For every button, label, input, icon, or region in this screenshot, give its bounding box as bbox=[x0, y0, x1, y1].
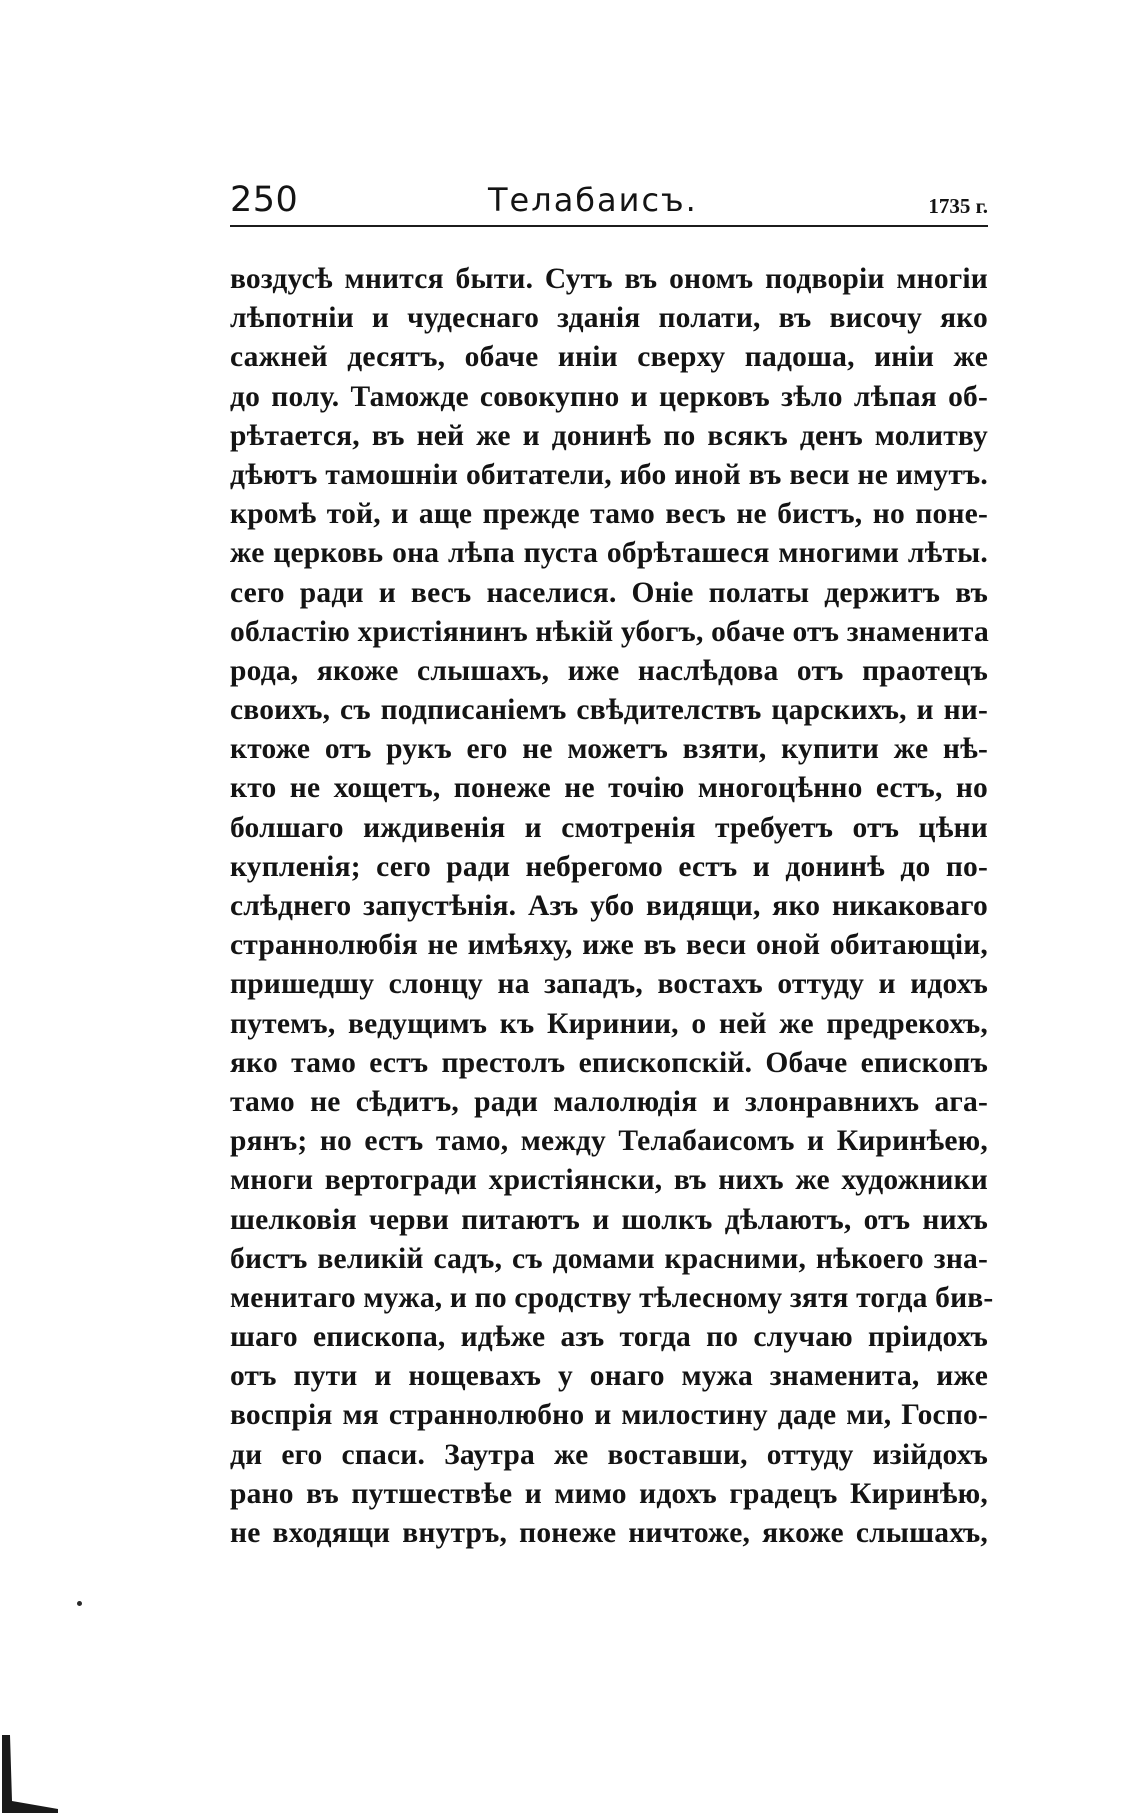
body-text bbox=[230, 260, 994, 1553]
text-line: бистъ великій садъ, съ домами красними, нѣкоего зна- bbox=[230, 1242, 988, 1275]
text-line: путемъ, ведущимъ къ Киринии, о ней же предрекохъ, bbox=[230, 1007, 988, 1040]
text-line: страннолюбія не имѣяху, иже въ веси оной обитающіи, bbox=[230, 929, 988, 962]
text-line: тамо не сѣдитъ, ради малолюдія и злонравнихъ ага- bbox=[230, 1085, 988, 1118]
text-line: рянъ; но естъ тамо, между Телабаисомъ и Киринѣею, bbox=[230, 1125, 988, 1158]
header-rule bbox=[230, 225, 988, 227]
text-line: яко тамо естъ престолъ епископскій. Обаче епископъ bbox=[230, 1046, 988, 1079]
page-number: 250 bbox=[230, 180, 299, 220]
text-line: кромѣ той, и аще прежде тамо весъ не бистъ, но поне- bbox=[230, 498, 988, 531]
text-line: отъ пути и нощевахъ у онаго мужа знаменита, иже bbox=[230, 1360, 988, 1393]
text-line: рода, якоже слышахъ, иже наслѣдова отъ праотецъ bbox=[230, 654, 988, 687]
text-line: дѣютъ тамошніи обитатели, ибо иной въ веси не имутъ. bbox=[230, 458, 988, 491]
text-line: воздусѣ мнится быти. Сутъ въ ономъ подворіи многіи bbox=[230, 263, 988, 295]
text-line: областію христіянинъ нѣкій убогъ, обаче отъ знаменита bbox=[230, 615, 989, 648]
year-label: 1735 г. bbox=[928, 194, 988, 218]
text-line: шелковія черви питаютъ и шолкъ дѣлаютъ, отъ нихъ bbox=[230, 1203, 988, 1236]
text-line: менитаго мужа, и по сродству тѣлесному зятя тогда бив- bbox=[230, 1281, 994, 1314]
text-line: многи вертогради христіянски, въ нихъ же художники bbox=[230, 1164, 988, 1197]
text-line: шаго епископа, идѣже азъ тогда по случаю пріидохъ bbox=[230, 1321, 988, 1354]
text-line: своихъ, съ подписаніемъ свѣдителствъ царскихъ, и ни- bbox=[230, 694, 988, 727]
text-line: же церковь она лѣпа пуста обрѣташеся многими лѣты. bbox=[230, 537, 988, 570]
text-line: рѣтается, въ ней же и донинѣ по всякъ денъ молитву bbox=[230, 419, 988, 452]
text-line: до полу. Таможде совокупно и церковъ зѣло лѣпая об- bbox=[230, 380, 988, 413]
text-line: пришедшу слонцу на западъ, востахъ оттуду и идохъ bbox=[230, 968, 988, 1001]
text-line: рано въ путшествѣе и мимо идохъ градецъ Киринѣю, bbox=[230, 1477, 988, 1510]
text-line: болшаго иждивенія и смотренія требуетъ отъ цѣни bbox=[230, 811, 988, 844]
text-line: кто не хощетъ, понеже не точію многоцѣнно естъ, но bbox=[230, 772, 988, 805]
scan-speck bbox=[77, 1601, 82, 1606]
text-line: слѣднего запустѣнія. Азъ убо видящи, яко никаковаго bbox=[230, 890, 988, 922]
text-line: купленія; сего ради небрегомо естъ и донинѣ до по- bbox=[230, 850, 988, 883]
text-line: воспрія мя страннолюбно и милостину даде ми, Госпо- bbox=[230, 1399, 988, 1432]
text-line: не входящи внутръ, понеже ничтоже, якоже слышахъ, bbox=[230, 1517, 988, 1549]
text-line: сажней десятъ, обаче иніи сверху падоша, иніи же bbox=[230, 341, 988, 374]
text-line: сего ради и весъ населися. Оніе полаты держитъ въ bbox=[230, 576, 988, 609]
scan-edge-mark bbox=[0, 1735, 60, 1813]
text-line: ктоже отъ рукъ его не можетъ взяти, купити же нѣ- bbox=[230, 733, 988, 766]
text-line: ди его спаси. Заутра же воставши, оттуду изійдохъ bbox=[230, 1438, 988, 1471]
text-line: лѣпотніи и чудеснаго зданія полати, въ височу яко bbox=[230, 302, 988, 335]
running-title: Телабаисъ. bbox=[488, 181, 698, 219]
page-header bbox=[230, 180, 988, 220]
